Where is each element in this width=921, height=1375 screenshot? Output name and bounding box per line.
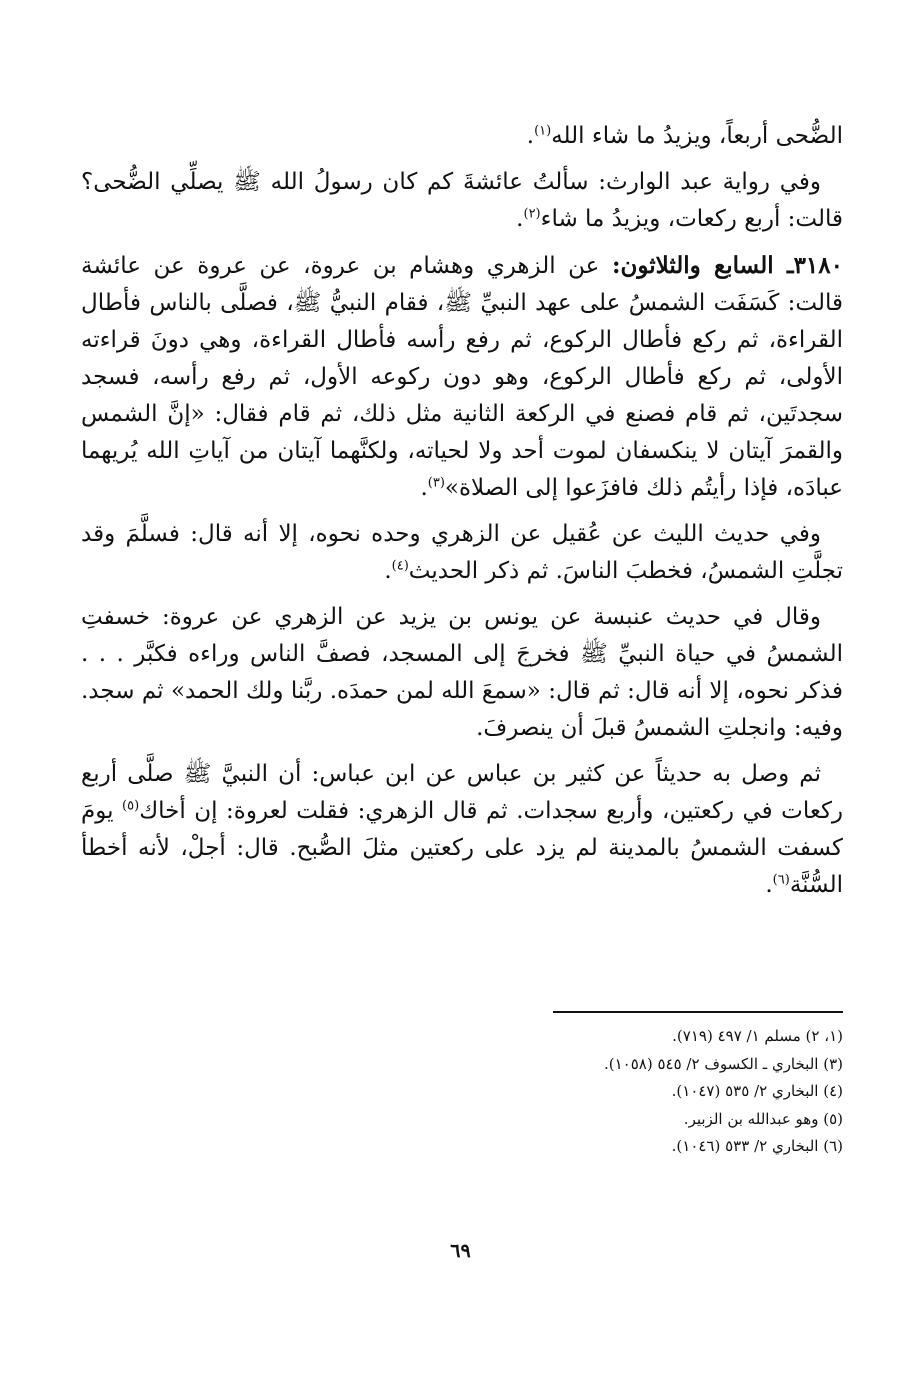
- hadith-entry-3180: [81, 247, 843, 507]
- paragraph-text: الضُّحى أربعاً، ويزيدُ ما شاء الله: [551, 123, 843, 149]
- paragraph-text: وفي حديث الليث عن عُقيل عن الزهري وحده نحوه، إلا أنه قال: فسلَّمَ وقد تجلَّتِ الشمسُ، فخطبَ الناسَ. ثم ذكر الحديث: [81, 521, 843, 584]
- paragraph-text-continued: يومَ كسفت الشمسُ بالمدينة لم يزد على ركعتين مثلَ الصُّبح. قال: أجلْ، لأنه أخطأ السُّنَّة: [81, 798, 843, 898]
- paragraph-ibn-abbas: [81, 756, 843, 904]
- paragraph-abd-al-warith: [81, 164, 843, 238]
- paragraph-tail: .: [516, 206, 524, 232]
- footnote-ref: (٥): [122, 798, 140, 814]
- footnote-ref: (٢): [523, 206, 541, 222]
- hadith-number: ٣١٨٠: [793, 252, 843, 279]
- footnote-ref: (٦): [772, 872, 790, 888]
- footnote-ref: (٤): [391, 558, 409, 574]
- paragraph-text: ثم وصل به حديثاً عن كثير بن عباس عن ابن عباس: أن النبيَّ ﷺ صلَّى أربع ركعات في ركعتين، وأربع سجدات. ثم قال الزهري: فقلت لعروة: إن أخاك: [81, 761, 843, 824]
- footnotes: [323, 1023, 843, 1161]
- paragraph-tail: .: [384, 558, 392, 584]
- footnote-item: (٥) وهو عبدالله بن الزبير.: [683, 1109, 843, 1128]
- paragraph-text: عن الزهري وهشام بن عروة، عن عروة عن عائشة قالت: كَسَفَت الشمسُ على عهد النبيِّ ﷺ، فقام النبيُّ ﷺ، فصلَّى بالناس فأطال القراءة، ثم ركع فأطال الركوع، ثم رفع رأسه فأطال القراءة، وهي دونَ قراءته الأولى، ثم ركع فأطال الركوع، وهو دون ركوعه الأول، ثم رفع رأسه، فسجد سجدتَين، ثم قام فصنع في الركعة الثانية مثل ذلك، ثم قام فقال: «إنَّ الشمس والقمرَ آيتان لا ينكسفان لموت أحد ولا لحياته، ولكنَّهما آيتان من آياتِ الله يُريهما عبادَه، فإذا رأيتُم ذلك فافزَعوا إلى الصلاة»: [81, 253, 843, 501]
- paragraph-text: وفي رواية عبد الوارث: سألتُ عائشةَ كم كان رسولُ الله ﷺ يصلِّي الضُّحى؟ قالت: أربع ركعات، ويزيدُ ما شاء: [81, 169, 843, 232]
- paragraph-tail: .: [765, 872, 773, 898]
- footnote-item: (٣) البخاري ـ الكسوف ٢/ ٥٤٥ (١٠٥٨).: [604, 1054, 843, 1073]
- paragraph-layth: [81, 516, 843, 590]
- main-text: [81, 118, 843, 913]
- footnote-ref: (١): [534, 123, 552, 139]
- footnote-ref: (٣): [427, 475, 445, 491]
- page-number: ٦٩: [450, 1240, 471, 1262]
- footnote-item: (٦) البخاري ٢/ ٥٣٣ (١٠٤٦).: [671, 1137, 843, 1155]
- footnote-item: (٤) البخاري ٢/ ٥٣٥ (١٠٤٧).: [671, 1082, 843, 1100]
- footnote-item: (١، ٢) مسلم ١/ ٤٩٧ (٧١٩).: [672, 1027, 843, 1045]
- paragraph-tail: .: [526, 123, 535, 149]
- footnote-separator: [553, 1011, 843, 1013]
- paragraph-anbasa: [81, 599, 843, 747]
- paragraph-tail: .: [420, 475, 428, 501]
- hadith-title: ـ السابع والثلاثون:: [611, 252, 794, 279]
- paragraph-text: وقال في حديث عنبسة عن يونس بن يزيد عن الزهري عن عروة: خسفتِ الشمسُ في حياة النبيِّ ﷺ فخرجَ إلى المسجد، فصفَّ الناس وراءه فكبَّر . . . فذكر نحوه، إلا أنه قال: ثم قال: «سمعَ الله لمن حمدَه. ربَّنا ولك الحمد» ثم سجد. وفيه: وانجلتِ الشمسُ قبلَ أن ينصرفَ.: [81, 604, 843, 741]
- paragraph-continuation: [81, 118, 843, 155]
